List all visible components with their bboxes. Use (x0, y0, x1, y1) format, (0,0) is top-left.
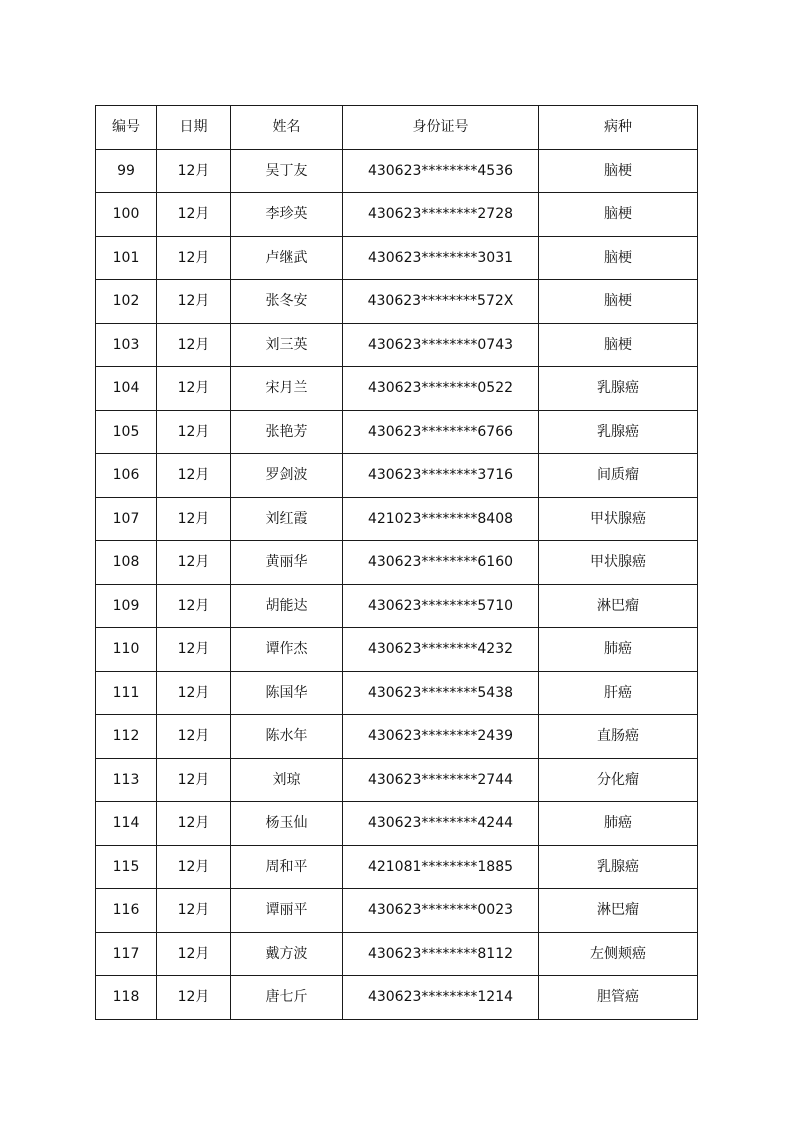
cell-disease: 乳腺癌 (539, 410, 698, 454)
cell-number: 117 (96, 932, 157, 976)
cell-name: 周和平 (231, 845, 343, 889)
cell-disease: 淋巴瘤 (539, 584, 698, 628)
cell-disease: 乳腺癌 (539, 367, 698, 411)
cell-disease: 胆管癌 (539, 976, 698, 1020)
cell-name: 胡能达 (231, 584, 343, 628)
cell-date: 12月 (157, 367, 231, 411)
table-body (96, 149, 698, 1019)
cell-date: 12月 (157, 149, 231, 193)
cell-name: 刘红霞 (231, 497, 343, 541)
cell-name: 戴方波 (231, 932, 343, 976)
cell-disease: 淋巴瘤 (539, 889, 698, 933)
cell-disease: 肺癌 (539, 628, 698, 672)
cell-disease: 肺癌 (539, 802, 698, 846)
cell-disease: 分化瘤 (539, 758, 698, 802)
cell-number: 111 (96, 671, 157, 715)
cell-date: 12月 (157, 323, 231, 367)
header-number: 编号 (96, 106, 157, 150)
cell-date: 12月 (157, 497, 231, 541)
table-row (96, 323, 698, 367)
cell-disease: 甲状腺癌 (539, 541, 698, 585)
cell-id-number: 430623********0023 (343, 889, 539, 933)
cell-id-number: 430623********1214 (343, 976, 539, 1020)
cell-name: 黄丽华 (231, 541, 343, 585)
cell-date: 12月 (157, 932, 231, 976)
cell-disease: 脑梗 (539, 236, 698, 280)
table-row (96, 845, 698, 889)
cell-name: 宋月兰 (231, 367, 343, 411)
table-row (96, 758, 698, 802)
table-row (96, 541, 698, 585)
cell-disease: 脑梗 (539, 193, 698, 237)
cell-date: 12月 (157, 584, 231, 628)
cell-number: 104 (96, 367, 157, 411)
table-row (96, 932, 698, 976)
cell-disease: 甲状腺癌 (539, 497, 698, 541)
cell-name: 张艳芳 (231, 410, 343, 454)
cell-id-number: 430623********3716 (343, 454, 539, 498)
cell-id-number: 430623********4536 (343, 149, 539, 193)
table-row (96, 236, 698, 280)
cell-date: 12月 (157, 715, 231, 759)
cell-id-number: 430623********4244 (343, 802, 539, 846)
cell-id-number: 430623********0743 (343, 323, 539, 367)
table-row (96, 410, 698, 454)
cell-number: 118 (96, 976, 157, 1020)
cell-date: 12月 (157, 976, 231, 1020)
cell-name: 唐七斤 (231, 976, 343, 1020)
table-row (96, 628, 698, 672)
cell-number: 108 (96, 541, 157, 585)
cell-id-number: 430623********8112 (343, 932, 539, 976)
cell-name: 陈水年 (231, 715, 343, 759)
patient-record-table (95, 105, 698, 1020)
cell-date: 12月 (157, 454, 231, 498)
header-row (96, 106, 698, 150)
cell-date: 12月 (157, 889, 231, 933)
table-row (96, 889, 698, 933)
table-row (96, 715, 698, 759)
cell-id-number: 430623********6160 (343, 541, 539, 585)
cell-disease: 脑梗 (539, 323, 698, 367)
cell-id-number: 430623********5710 (343, 584, 539, 628)
cell-disease: 间质瘤 (539, 454, 698, 498)
cell-id-number: 430623********0522 (343, 367, 539, 411)
table-row (96, 976, 698, 1020)
cell-id-number: 421023********8408 (343, 497, 539, 541)
header-name: 姓名 (231, 106, 343, 150)
cell-disease: 脑梗 (539, 149, 698, 193)
table-row (96, 497, 698, 541)
cell-name: 刘琼 (231, 758, 343, 802)
header-date: 日期 (157, 106, 231, 150)
header-id-number: 身份证号 (343, 106, 539, 150)
cell-number: 110 (96, 628, 157, 672)
cell-name: 刘三英 (231, 323, 343, 367)
cell-id-number: 430623********4232 (343, 628, 539, 672)
cell-date: 12月 (157, 193, 231, 237)
cell-id-number: 430623********2728 (343, 193, 539, 237)
table-row (96, 193, 698, 237)
cell-number: 101 (96, 236, 157, 280)
cell-id-number: 430623********3031 (343, 236, 539, 280)
table-row (96, 584, 698, 628)
table-row (96, 149, 698, 193)
cell-name: 卢继武 (231, 236, 343, 280)
cell-date: 12月 (157, 802, 231, 846)
table-row (96, 367, 698, 411)
cell-date: 12月 (157, 280, 231, 324)
cell-name: 张冬安 (231, 280, 343, 324)
table-header (96, 106, 698, 150)
cell-number: 103 (96, 323, 157, 367)
table-row (96, 802, 698, 846)
cell-number: 116 (96, 889, 157, 933)
cell-number: 112 (96, 715, 157, 759)
header-disease: 病种 (539, 106, 698, 150)
cell-date: 12月 (157, 628, 231, 672)
cell-id-number: 430623********6766 (343, 410, 539, 454)
table-row (96, 280, 698, 324)
cell-name: 谭丽平 (231, 889, 343, 933)
table-row (96, 671, 698, 715)
cell-number: 115 (96, 845, 157, 889)
cell-date: 12月 (157, 758, 231, 802)
cell-id-number: 430623********572X (343, 280, 539, 324)
cell-name: 谭作杰 (231, 628, 343, 672)
cell-name: 罗剑波 (231, 454, 343, 498)
cell-disease: 肝癌 (539, 671, 698, 715)
table-row (96, 454, 698, 498)
cell-id-number: 421081********1885 (343, 845, 539, 889)
cell-disease: 左侧颊癌 (539, 932, 698, 976)
cell-number: 99 (96, 149, 157, 193)
cell-name: 吴丁友 (231, 149, 343, 193)
cell-date: 12月 (157, 236, 231, 280)
cell-id-number: 430623********2744 (343, 758, 539, 802)
cell-date: 12月 (157, 845, 231, 889)
cell-date: 12月 (157, 541, 231, 585)
cell-number: 100 (96, 193, 157, 237)
cell-date: 12月 (157, 410, 231, 454)
cell-number: 106 (96, 454, 157, 498)
cell-disease: 乳腺癌 (539, 845, 698, 889)
cell-name: 陈国华 (231, 671, 343, 715)
cell-id-number: 430623********2439 (343, 715, 539, 759)
cell-name: 李珍英 (231, 193, 343, 237)
cell-number: 107 (96, 497, 157, 541)
cell-disease: 脑梗 (539, 280, 698, 324)
cell-id-number: 430623********5438 (343, 671, 539, 715)
cell-number: 105 (96, 410, 157, 454)
cell-number: 109 (96, 584, 157, 628)
cell-number: 114 (96, 802, 157, 846)
cell-number: 113 (96, 758, 157, 802)
cell-date: 12月 (157, 671, 231, 715)
cell-number: 102 (96, 280, 157, 324)
cell-disease: 直肠癌 (539, 715, 698, 759)
cell-name: 杨玉仙 (231, 802, 343, 846)
